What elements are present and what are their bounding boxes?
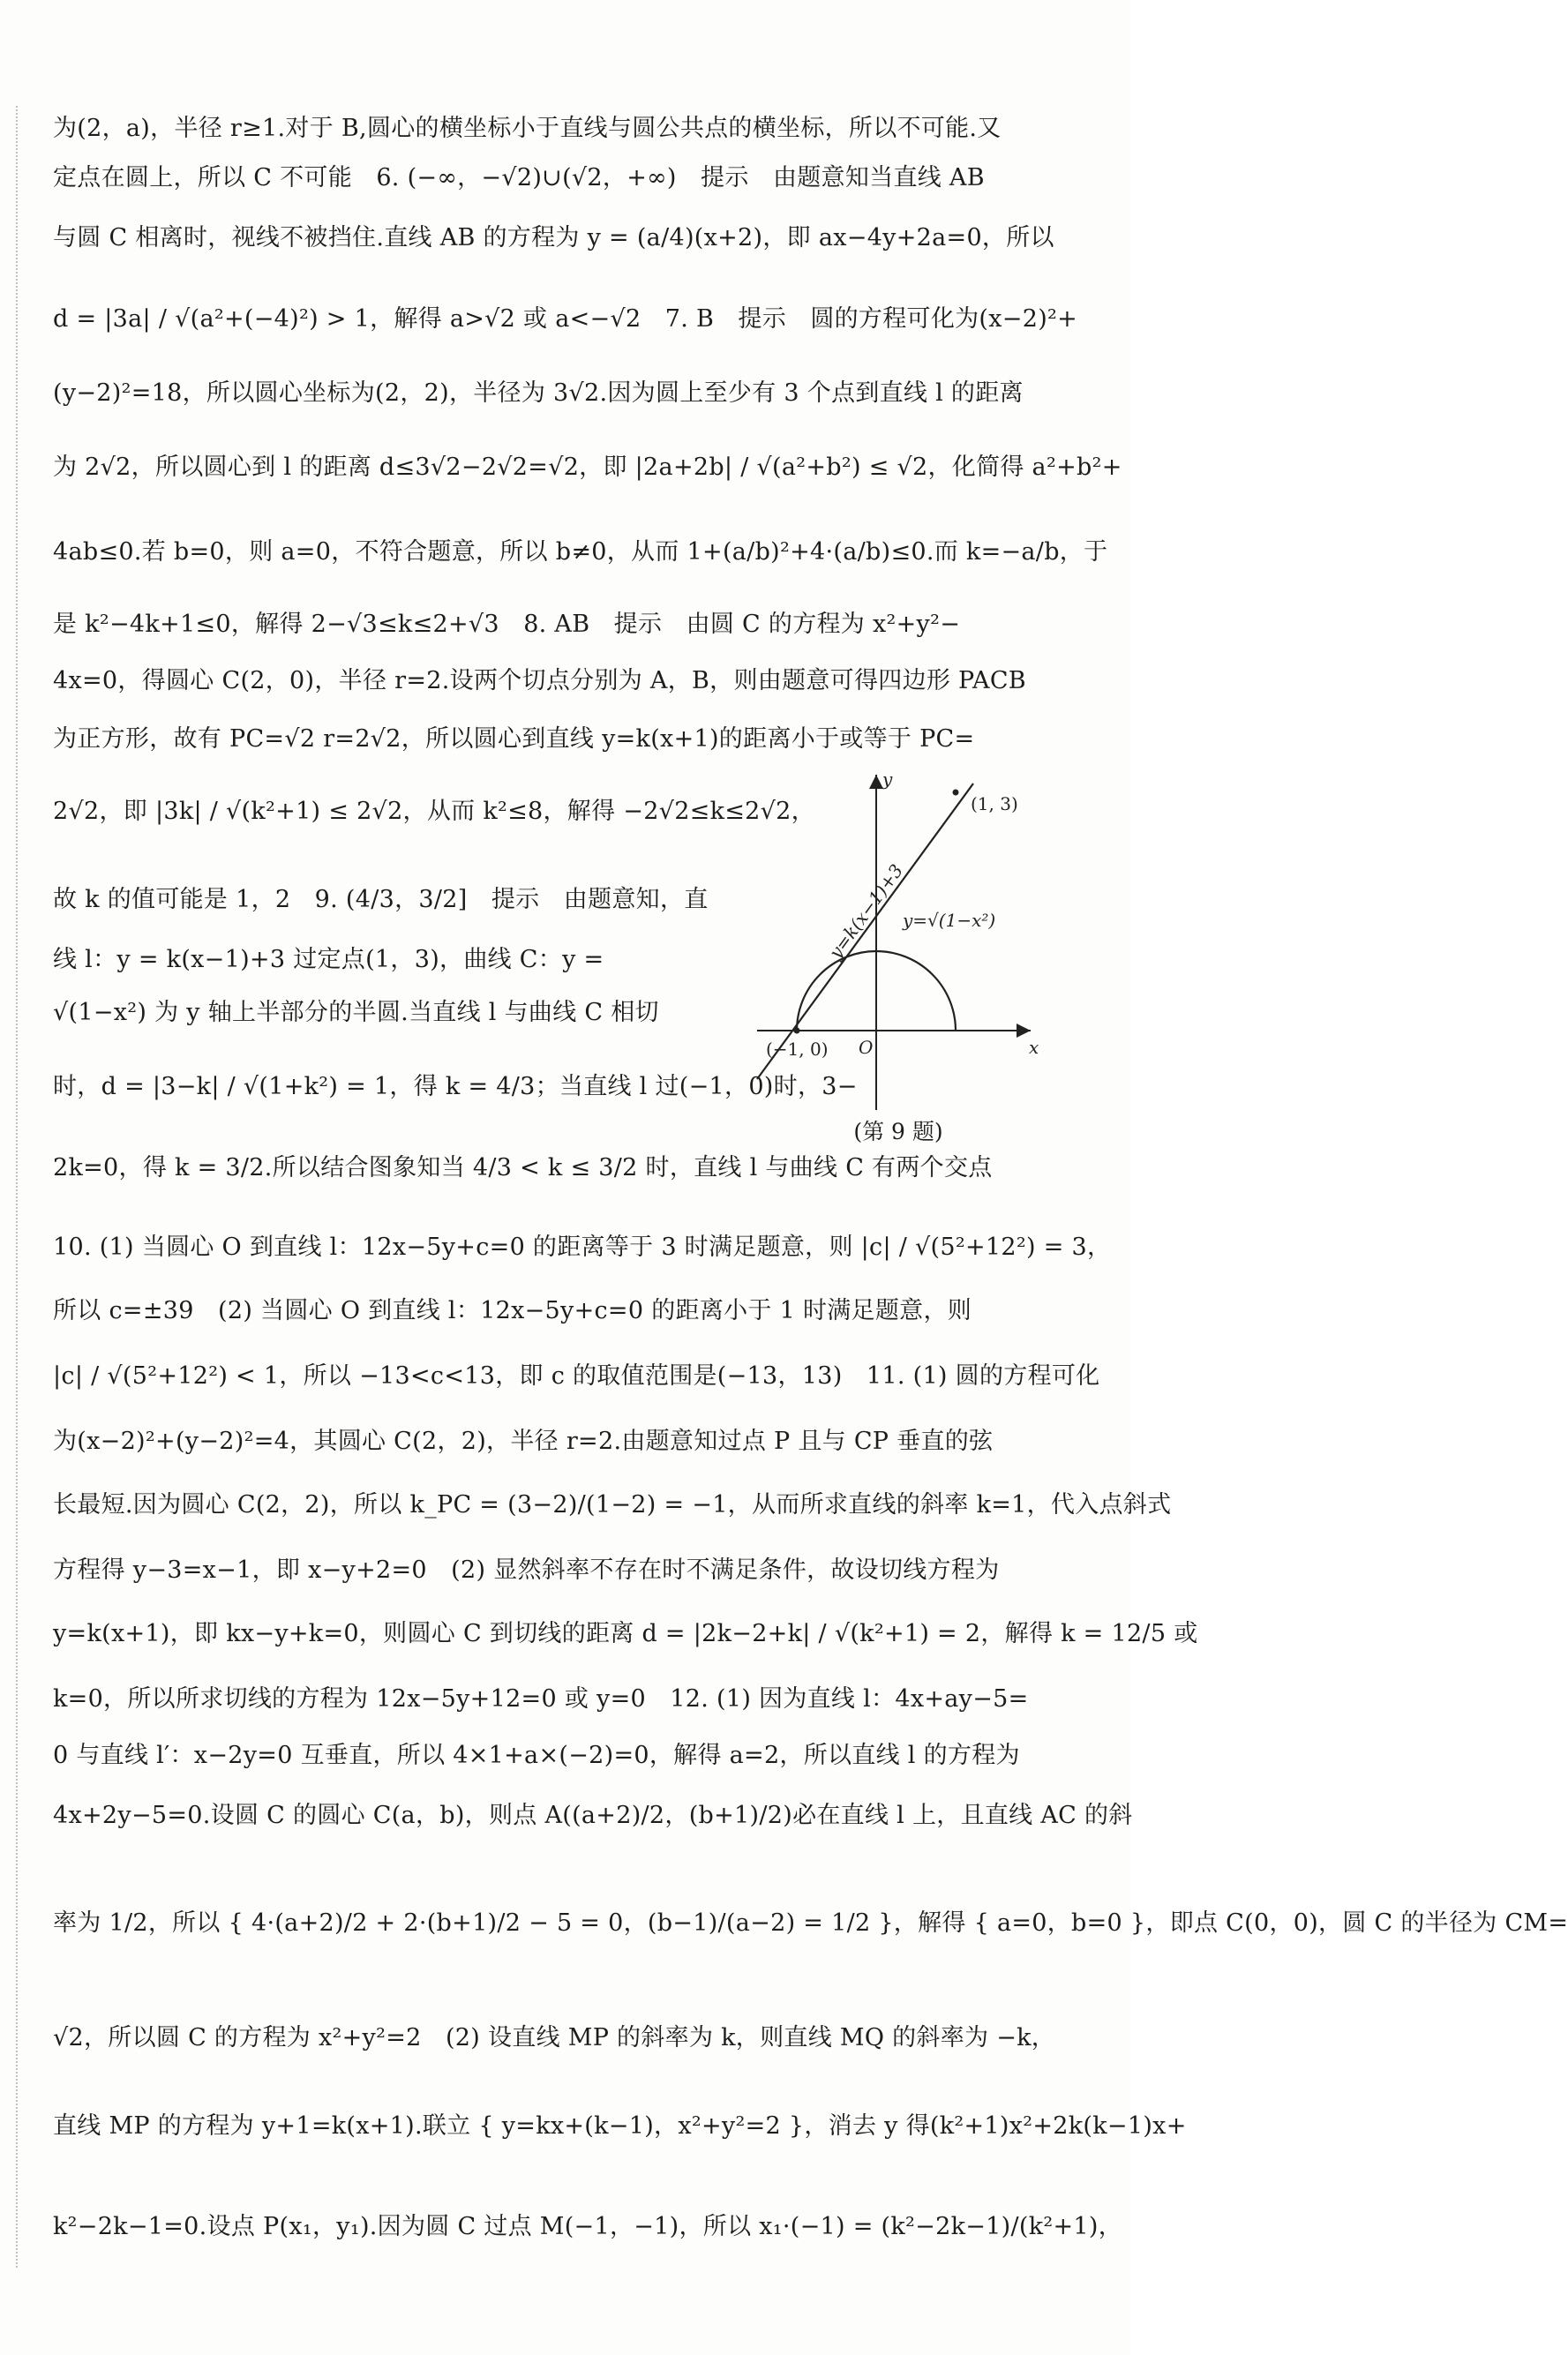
text-line: 为 2√2，所以圆心到 l 的距离 d≤3√2−2√2=√2，即 |2a+2b| / √(a²+b²) ≤ √2，化简得 a²+b²+ [53, 454, 1122, 481]
text-line: d = |3a| / √(a²+(−4)²) > 1，解得 a>√2 或 a<−√2 7. B 提示 圆的方程可化为(x−2)²+ [53, 305, 1078, 333]
line-l [757, 784, 973, 1079]
text-line: 2√2，即 |3k| / √(k²+1) ≤ 2√2，从而 k²≤8，解得 −2√2≤k≤2√2， [53, 798, 815, 825]
figure-problem-9 [739, 757, 1057, 1145]
text-line: 4x+2y−5=0.设圆 C 的圆心 C(a，b)，则点 A((a+2)/2，(b+1)/2)必在直线 l 上，且直线 AC 的斜 [53, 1802, 1133, 1829]
point-neg1-0 [794, 1028, 800, 1034]
text-line: 直线 MP 的方程为 y+1=k(x+1).联立 { y=kx+(k−1)，x²+y²=2 }，消去 y 得(k²+1)x²+2k(k−1)x+ [53, 2112, 1187, 2140]
text-line: 线 l：y = k(x−1)+3 过定点(1，3)，曲线 C：y = [53, 946, 604, 973]
text-line: k=0，所以所求切线的方程为 12x−5y+12=0 或 y=0 12. (1) 因为直线 l：4x+ay−5= [53, 1685, 1029, 1713]
text-line: 0 与直线 l′：x−2y=0 互垂直，所以 4×1+a×(−2)=0，解得 a=2，所以直线 l 的方程为 [53, 1742, 1020, 1769]
y-axis-label: y [882, 769, 893, 790]
text-line: 是 k²−4k+1≤0，解得 2−√3≤k≤2+√3 8. AB 提示 由圆 C 的方程为 x²+y²− [53, 611, 961, 638]
text-line: 所以 c=±39 (2) 当圆心 O 到直线 l：12x−5y+c=0 的距离小于 1 时满足题意，则 [53, 1297, 972, 1324]
origin-label: O [859, 1037, 874, 1058]
figure-graph [739, 757, 1057, 1119]
text-line: 故 k 的值可能是 1，2 9. (4/3，3/2] 提示 由题意知，直 [53, 886, 709, 913]
text-line: 为(x−2)²+(y−2)²=4，其圆心 C(2，2)，半径 r=2.由题意知过点 P 且与 CP 垂直的弦 [53, 1428, 994, 1455]
text-line: 10. (1) 当圆心 O 到直线 l：12x−5y+c=0 的距离等于 3 时满足题意，则 |c| / √(5²+12²) = 3， [53, 1234, 1112, 1261]
text-line: k²−2k−1=0.设点 P(x₁，y₁).因为圆 C 过点 M(−1，−1)，所以 x₁·(−1) = (k²−2k−1)/(k²+1)， [53, 2213, 1123, 2240]
text-line: 与圆 C 相离时，视线不被挡住.直线 AB 的方程为 y = (a/4)(x+2)，即 ax−4y+2a=0，所以 [53, 224, 1054, 251]
text-line: 长最短.因为圆心 C(2，2)，所以 k_PC = (3−2)/(1−2) = −1，从而所求直线的斜率 k=1，代入点斜式 [53, 1491, 1172, 1519]
margin-rule [16, 106, 18, 2268]
x-axis-label: x [1029, 1037, 1039, 1058]
text-line: √(1−x²) 为 y 轴上半部分的半圆.当直线 l 与曲线 C 相切 [53, 999, 659, 1026]
text-line: 为正方形，故有 PC=√2 r=2√2，所以圆心到直线 y=k(x+1)的距离小于或等于 PC= [53, 725, 975, 753]
point-a-label: (1, 3) [971, 793, 1018, 814]
point-b-label: (−1, 0) [766, 1039, 829, 1060]
text-line: 为(2，a)，半径 r≥1.对于 B,圆心的横坐标小于直线与圆公共点的横坐标，所以不可能.又 [53, 115, 1002, 142]
text-line: 率为 1/2，所以 { 4·(a+2)/2 + 2·(b+1)/2 − 5 = 0，(b−1)/(a−2) = 1/2 }，解得 { a=0，b=0 }，即点 C(0，0)，圆 C 的半径为 CM= [53, 1909, 1568, 1937]
line-label: y=k(x−1)+3 [824, 859, 908, 963]
text-line: 2k=0，得 k = 3/2.所以结合图象知当 4/3 < k ≤ 3/2 时，直线 l 与曲线 C 有两个交点 [53, 1154, 993, 1181]
text-line: √2，所以圆 C 的方程为 x²+y²=2 (2) 设直线 MP 的斜率为 k，则直线 MQ 的斜率为 −k， [53, 2024, 1056, 2051]
text-line: 4x=0，得圆心 C(2，0)，半径 r=2.设两个切点分别为 A，B，则由题意可得四边形 PACB [53, 667, 1026, 694]
curve-label: y=√(1−x²) [903, 910, 996, 931]
text-line: 4ab≤0.若 b=0，则 a=0，不符合题意，所以 b≠0，从而 1+(a/b)²+4·(a/b)≤0.而 k=−a/b，于 [53, 538, 1108, 566]
text-line: 时，d = |3−k| / √(1+k²) = 1，得 k = 4/3；当直线 l 过(−1，0)时，3− [53, 1073, 858, 1100]
text-line: 定点在圆上，所以 C 不可能 6. (−∞，−√2)∪(√2，+∞) 提示 由题意知当直线 AB [53, 164, 985, 191]
text-line: (y−2)²=18，所以圆心坐标为(2，2)，半径为 3√2.因为圆上至少有 3 个点到直线 l 的距离 [53, 379, 1024, 407]
text-line: 方程得 y−3=x−1，即 x−y+2=0 (2) 显然斜率不存在时不满足条件，故设切线方程为 [53, 1556, 1000, 1584]
figure-caption: (第 9 题) [853, 1119, 943, 1144]
point-1-3 [953, 790, 959, 796]
text-line: y=k(x+1)，即 kx−y+k=0，则圆心 C 到切线的距离 d = |2k−2+k| / √(k²+1) = 2，解得 k = 12/5 或 [53, 1620, 1198, 1647]
text-line: |c| / √(5²+12²) < 1，所以 −13<c<13，即 c 的取值范围是(−13，13) 11. (1) 圆的方程可化 [53, 1362, 1100, 1390]
